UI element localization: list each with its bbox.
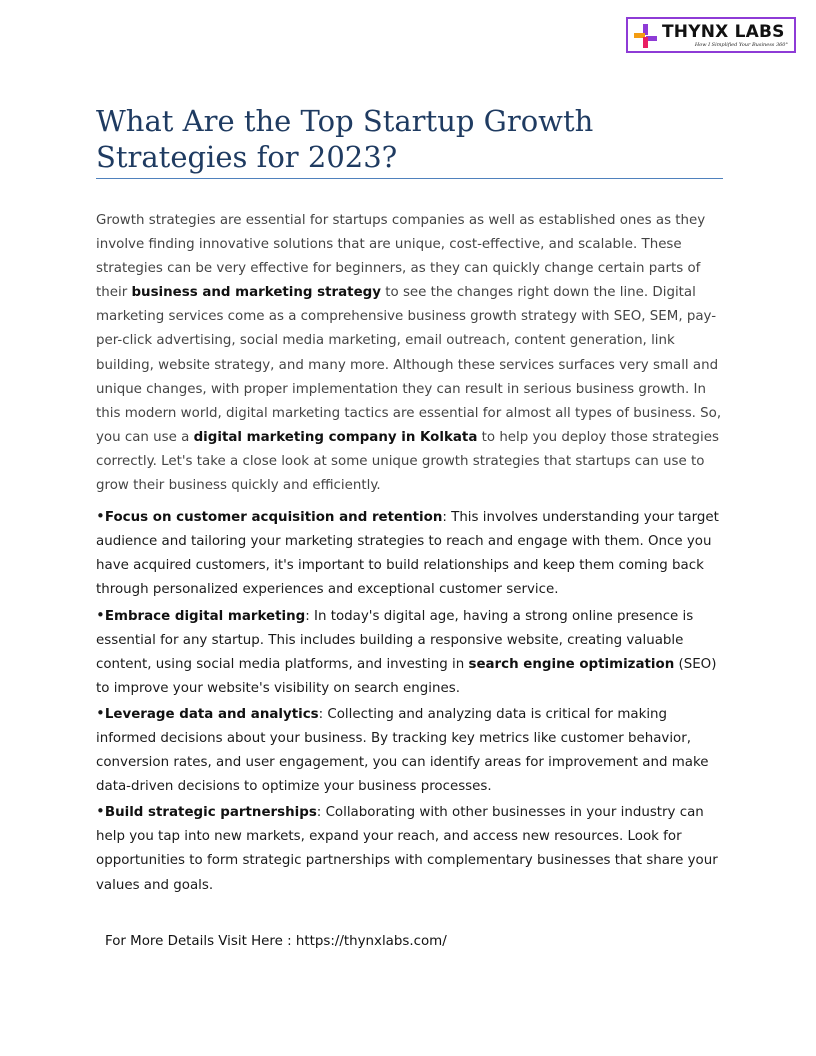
list-item-heading: Leverage data and analytics — [104, 706, 319, 722]
footer-link-text: For More Details Visit Here : https://thynxlabs.com/ — [105, 934, 447, 949]
logo-wordmark: THYNX LABS — [662, 22, 785, 42]
list-item-text: : Collaborating with other businesses in your industry can help you tap into new markets, expand your reach, and access new resources. Look for opportunities to form strategic partnerships with complementary businesses that share your values and goals. — [96, 805, 718, 893]
list-item-text: : Collecting and analyzing data is critical for making informed decisions about your business. By tracking key metrics like customer behavior, conversion rates, and user engagement, you can identify areas for improvement and make data-driven decisions to optimize your business processes. — [96, 706, 709, 795]
intro-text-1: Growth strategies are essential for startups companies as well as established ones as they involve finding innovative solutions that are unique, cost-effective, and scalable. These strategies can be very effective for beginners, as they can quickly change certain parts of their — [96, 213, 706, 301]
list-item-text: : In today's digital age, having a strong online presence is essential for any startup. This includes building a responsive website, creating valuable content, using social media platforms, and investing in — [96, 608, 694, 672]
page-title: What Are the Top Startup Growth Strategies for 2023? — [96, 103, 723, 179]
intro-bold-1: business and marketing strategy — [131, 285, 381, 301]
bullet-icon: • — [96, 802, 105, 821]
thynx-labs-logo — [626, 17, 796, 53]
list-item-heading: Embrace digital marketing — [104, 608, 306, 624]
bullet-icon: • — [96, 703, 105, 722]
intro-text-2: to see the changes right down the line. Digital marketing services come as a comprehensive business growth strategy with SEO, SEM, pay-per-click advertising, social media marketing, email outreach, content generation, link building, website strategy, and many more. Although these services surfaces very small and unique changes, with proper implementation they can result in serious business growth. In this modern world, digital marketing tactics are essential for almost all types of business. So, you can use a — [96, 285, 722, 445]
intro-text-3: to help you deploy those strategies correctly. Let's take a close look at some unique growth strategies that startups can use to grow their business quickly and efficiently. — [96, 429, 719, 494]
list-item-text: : This involves understanding your target audience and tailoring your marketing strategies to reach and engage with them. Once you have acquired customers, it's important to build relationships and keep them coming back through personalized experiences and exceptional customer service. — [96, 510, 719, 598]
list-item-heading: Build strategic partnerships — [104, 805, 317, 821]
list-item-text-2: (SEO) to improve your website's visibility on search engines. — [96, 656, 717, 696]
list-item — [96, 799, 724, 897]
list-item — [96, 603, 724, 701]
intro-paragraph — [96, 209, 724, 498]
list-item — [96, 504, 724, 602]
intro-bold-2: digital marketing company in Kolkata — [193, 429, 478, 445]
list-item-heading: Focus on customer acquisition and retention — [104, 510, 443, 526]
bullet-icon: • — [96, 507, 105, 526]
strategy-list — [96, 504, 724, 898]
article-body — [96, 209, 724, 898]
logo-tagline: How I Simplified Your Business 360° — [694, 42, 788, 48]
bullet-icon: • — [96, 605, 105, 624]
list-item — [96, 701, 724, 799]
logo-mark-icon — [632, 22, 660, 50]
list-item-bold: search engine optimization — [468, 656, 675, 672]
